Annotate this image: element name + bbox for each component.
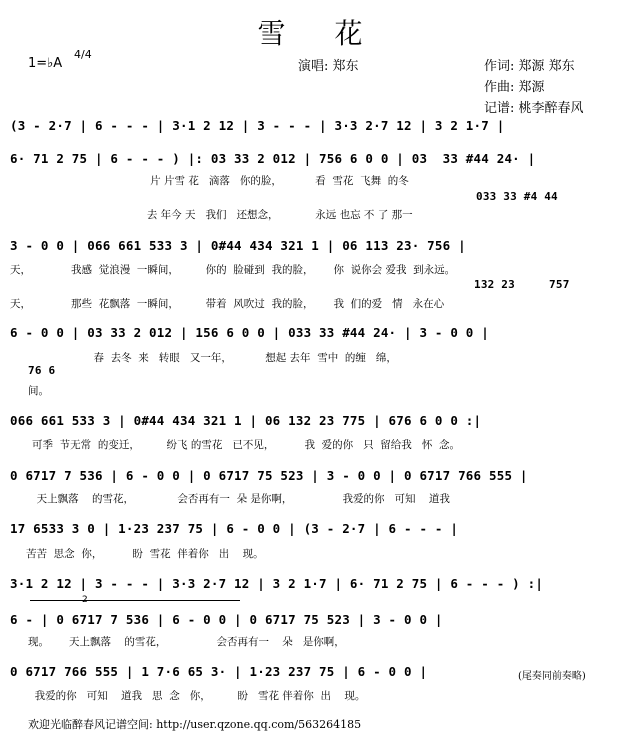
lyric-line-7: 苦苦 思念 你， 盼 雪花 伴着你 出 现。 [26, 548, 264, 560]
score-line-1: (3 - 2·7 | 6 - - - | 3·1 2 12 | 3 - - - | 3·3 2·7 12 | 3 2 1·7 | [10, 118, 505, 133]
lyric-line-3b: 天， 那些 花飘落 一瞬间， 带着 风吹过 我的脸， 我 们的爱 情 永在心 [10, 298, 445, 310]
score-line-6: 0 6717 7 536 | 6 - 0 0 | 0 6717 75 523 | 3 - 0 0 | 0 6717 766 555 | [10, 468, 528, 483]
ending-notes-line-4: 76 6 [28, 364, 56, 377]
lyric-line-6: 天上飘落 的雪花， 会否再有一 朵 是你啊， 我爱的你 可知 道我 [30, 493, 450, 505]
lyric-line-10: 我爱的你 可知 道我 思 念 你， 盼 雪花 伴着你 出 现。 [28, 690, 366, 702]
lyric-line-4a: 春 去冬 来 转眼 又一年， 想起 去年 雪中 的缠 绵， [10, 352, 397, 364]
score-line-5: 066 661 533 3 | 0#44 434 321 1 | 06 132 23 775 | 676 6 0 0 :| [10, 413, 482, 428]
score-line-9: 6 - | 0 6717 7 536 | 6 - 0 0 | 0 6717 75 523 | 3 - 0 0 | [10, 612, 443, 627]
lyric-line-5: 可季 节无常 的变迁， 纷飞 的雪花 已不见， 我 爱的你 只 留给我 怀 念。 [32, 439, 460, 451]
lyric-line-2a: 片 片雪 花 滴落 你的脸， 看 雪花 飞舞 的冬 [10, 175, 409, 187]
composer-credit: 作曲: 郑源 [484, 80, 545, 95]
score-line-7: 17 6533 3 0 | 1·23 237 75 | 6 - 0 0 | (3 - 2·7 | 6 - - - | [10, 521, 459, 536]
volta-number: 2 [82, 595, 88, 605]
key-signature: 1=♭A [28, 56, 63, 71]
lyric-line-2b: 去 年今 天 我们 还想念， 永远 也忘 不 了 那一 [10, 209, 413, 221]
performer: 演唱: 郑东 [298, 59, 359, 74]
alt-notes-line-3: 132 23 757 [474, 278, 570, 291]
alt-notes-line-2: 033 33 #4 44 [476, 190, 558, 203]
volta-bracket [30, 600, 240, 601]
transcriber-credit: 记谱: 桃李醉春风 [484, 101, 584, 116]
score-line-10: 0 6717 766 555 | 1 7·6 65 3· | 1·23 237 75 | 6 - 0 0 | [10, 664, 428, 679]
score-line-8: 3·1 2 12 | 3 - - - | 3·3 2·7 12 | 3 2 1·7 | 6· 71 2 75 | 6 - - - ) :| [10, 576, 544, 591]
footer-link-text: 欢迎光临醉春风记谱空间: http://user.qzone.qq.com/563264185 [28, 718, 362, 731]
lyric-line-3a: 天， 我感 觉浪漫 一瞬间， 你的 脸碰到 我的脸， 你 说你会 爱我 到永远。 [10, 264, 456, 276]
score-line-3: 3 - 0 0 | 066 661 533 3 | 0#44 434 321 1 | 06 113 23· 756 | [10, 238, 466, 253]
outro-remark: (尾奏同前奏略) [518, 671, 586, 682]
lyricist-credit: 作词: 郑源 郑东 [484, 59, 575, 74]
song-title: 雪 花 [257, 17, 383, 50]
lyric-line-4b: 间。 [28, 385, 49, 397]
score-line-2: 6· 71 2 75 | 6 - - - ) |: 03 33 2 012 | 756 6 0 0 | 03 33 #44 24· | [10, 151, 536, 166]
score-line-4: 6 - 0 0 | 03 33 2 012 | 156 6 0 0 | 033 33 #44 24· | 3 - 0 0 | [10, 325, 489, 340]
lyric-line-9: 现。 天上飘落 的雪花， 会否再有一 朵 是你啊， [28, 636, 345, 648]
time-signature: 4/4 [74, 48, 92, 61]
